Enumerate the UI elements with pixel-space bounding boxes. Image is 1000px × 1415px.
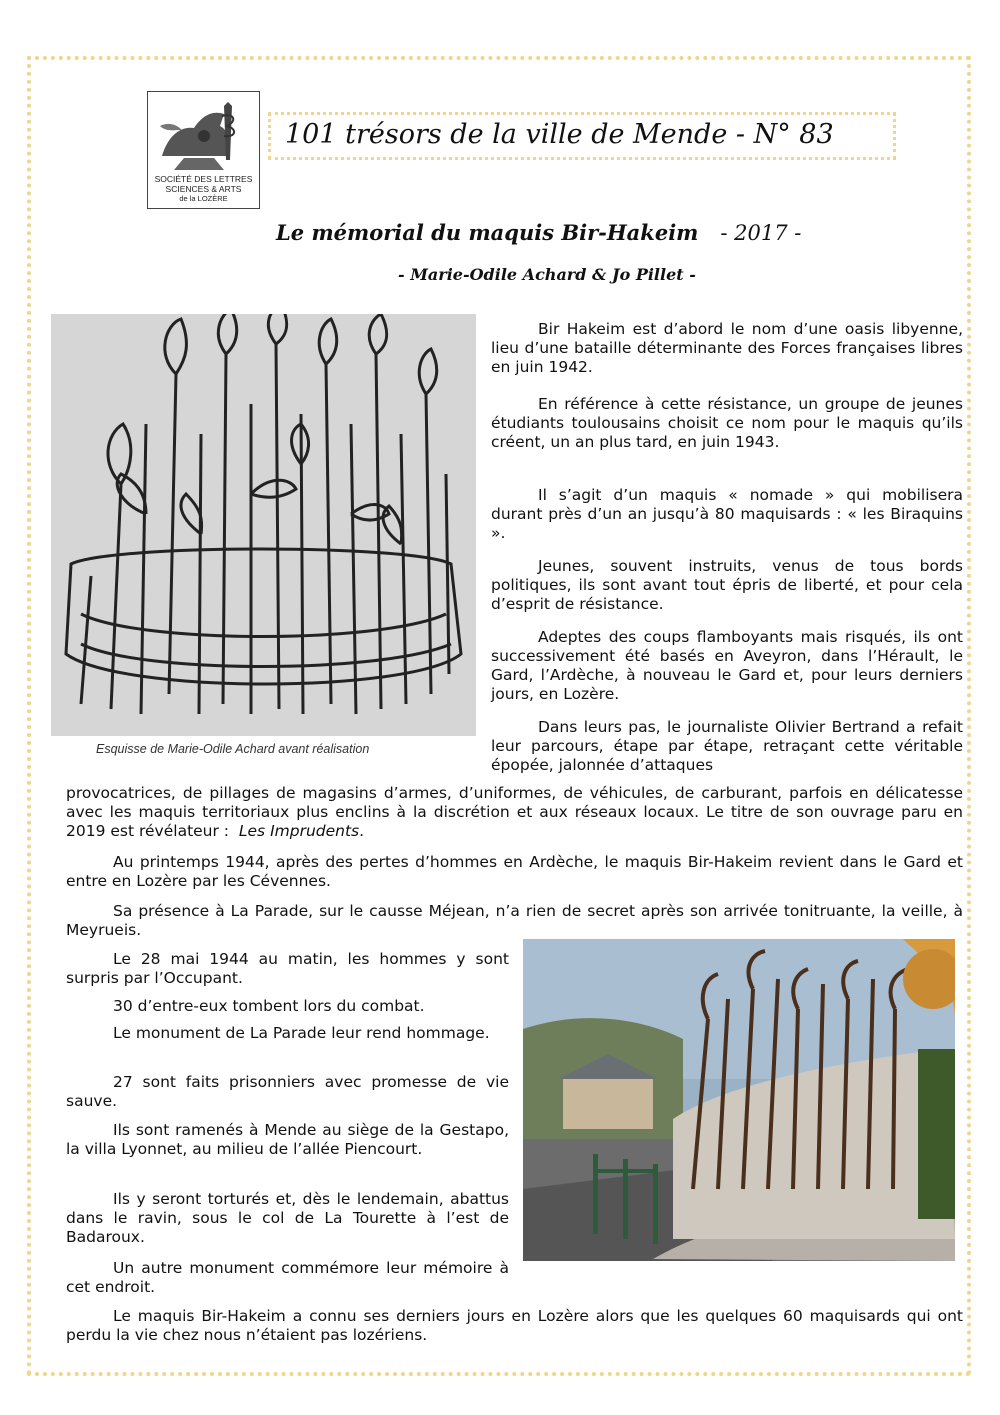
paragraph-6: Dans leurs pas, le journaliste Olivier Bertrand a refait leur parcours, étape par étape, retraçant cette véritable épopée, jalonnée d’attaques (491, 718, 963, 774)
hermes-emblem-icon (154, 96, 254, 174)
book-title: Les Imprudents (238, 822, 360, 840)
paragraph-12: 27 sont faits prisonniers avec promesse de vie sauve. (66, 1073, 509, 1110)
series-title-box (268, 112, 896, 160)
paragraph-2: En référence à cette résistance, un groupe de jeunes étudiants toulousains choisit ce nom pour le maquis qu’ils créent, un an plus tard, en juin 1943. (491, 395, 963, 451)
paragraph-1: Bir Hakeim est d’abord le nom d’une oasis libyenne, lieu d’une bataille déterminante des Forces françaises libres en juin 1942. (491, 320, 963, 376)
paragraph-6-continued-text: provocatrices, de pillages de magasins d’armes, d’uniformes, de véhicules, de carburant, parfois en délicatesse avec les maquis territoriaux plus enclins à la discrétion et aux réseaux locaux. Le titre de son ouvrage paru en 2019 est révélateur : (66, 784, 963, 840)
paragraph-9: Le 28 mai 1944 au matin, les hommes y sont surpris par l’Occupant. (66, 950, 509, 987)
article-title (276, 220, 801, 245)
paragraph-10: 30 d’entre-eux tombent lors du combat. (113, 997, 425, 1015)
society-logo (147, 91, 260, 209)
paragraph-15: Un autre monument commémore leur mémoire à cet endroit. (66, 1259, 509, 1296)
logo-line-3: de la LOZÈRE (179, 194, 228, 203)
paragraph-5: Adeptes des coups flamboyants mais risqués, ils ont successivement été basés en Aveyron, dans l’Hérault, le Gard, l’Ardèche, à nouveau le Gard et, pour leurs derniers jours, en Lozère. (491, 628, 963, 703)
paragraph-6-end: . (359, 822, 365, 840)
paragraph-14: Ils y seront torturés et, dès le lendemain, abattus dans le ravin, sous le col de La Tourette à l’est de Badaroux. (66, 1190, 509, 1246)
logo-caption (148, 174, 259, 204)
paragraph-6-continued (66, 784, 963, 841)
logo-line-2: SCIENCES & ARTS (165, 184, 242, 194)
sketch-image (51, 314, 476, 736)
article-authors: - Marie-Odile Achard & Jo Pillet - (398, 265, 696, 284)
paragraph-8: Sa présence à La Parade, sur le causse Méjean, n’a rien de secret après son arrivée tonitruante, la veille, à Meyrueis. (66, 902, 963, 939)
paragraph-13: Ils sont ramenés à Mende au siège de la Gestapo, la villa Lyonnet, au milieu de l’allée Piencourt. (66, 1121, 509, 1158)
paragraph-3: Il s’agit d’un maquis « nomade » qui mobilisera durant près d’un an jusqu’à 80 maquisards : « les Biraquins ». (491, 486, 963, 542)
article-title-text: Le mémorial du maquis Bir-Hakeim (276, 220, 699, 245)
memorial-photo (523, 939, 955, 1261)
paragraph-16: Le maquis Bir-Hakeim a connu ses derniers jours en Lozère alors que les quelques 60 maquisards qui ont perdu la vie chez nous n’étaient pas lozériens. (66, 1307, 963, 1344)
series-title: 101 trésors de la ville de Mende - N° 83 (285, 119, 834, 150)
paragraph-4: Jeunes, souvent instruits, venus de tous bords politiques, ils sont avant tout épris de liberté, et pour cela d’esprit de résistance. (491, 557, 963, 613)
paragraph-7: Au printemps 1944, après des pertes d’hommes en Ardèche, le maquis Bir-Hakeim revient dans le Gard et entre en Lozère par les Cévennes. (66, 853, 963, 890)
paragraph-11: Le monument de La Parade leur rend hommage. (113, 1024, 490, 1042)
sketch-caption: Esquisse de Marie-Odile Achard avant réalisation (96, 742, 370, 756)
logo-line-1: SOCIÉTÉ DES LETTRES (154, 174, 253, 184)
article-year: - 2017 - (720, 221, 802, 245)
